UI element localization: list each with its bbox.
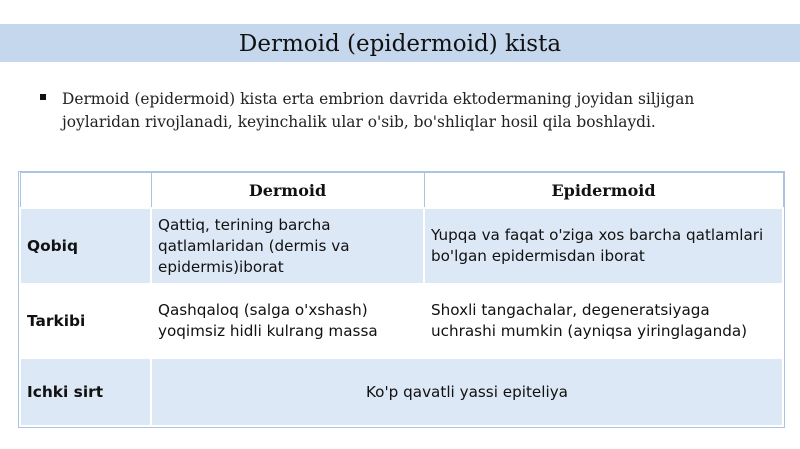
row-label: Tarkibi <box>20 284 151 358</box>
table-row <box>20 358 783 426</box>
table-row <box>20 284 783 358</box>
slide-title: Dermoid (epidermoid) kista <box>238 31 562 57</box>
table-header-row <box>20 173 783 209</box>
bullet-text: Dermoid (epidermoid) kista erta embrion davrida ektodermaning joyidan siljigan joylaridan rivojlanadi, keyinchalik ular o'sib, bo'shliqlar hosil qila boshlaydi. <box>62 90 695 131</box>
header-cell-dermoid: Dermoid <box>151 173 424 209</box>
cell-dermoid: Qashqaloq (salga o'xshash) yoqimsiz hidli kulrang massa <box>151 284 424 358</box>
bullet-paragraph <box>40 88 760 134</box>
row-label: Qobiq <box>20 208 151 284</box>
header-cell-epidermoid: Epidermoid <box>424 173 783 209</box>
row-label: Ichki sirt <box>20 358 151 426</box>
table-row <box>20 208 783 284</box>
cell-dermoid: Qattiq, terining barcha qatlamlaridan (dermis va epidermis)iborat <box>151 208 424 284</box>
comparison-table <box>19 172 784 427</box>
cell-epidermoid: Yupqa va faqat o'ziga xos barcha qatlamlari bo'lgan epidermisdan iborat <box>424 208 783 284</box>
header-cell-blank <box>20 173 151 209</box>
cell-epidermoid: Shoxli tangachalar, degeneratsiyaga uchrashi mumkin (ayniqsa yiringlaganda) <box>424 284 783 358</box>
square-bullet-icon <box>40 94 46 100</box>
cell-merged: Ko'p qavatli yassi epiteliya <box>151 358 783 426</box>
